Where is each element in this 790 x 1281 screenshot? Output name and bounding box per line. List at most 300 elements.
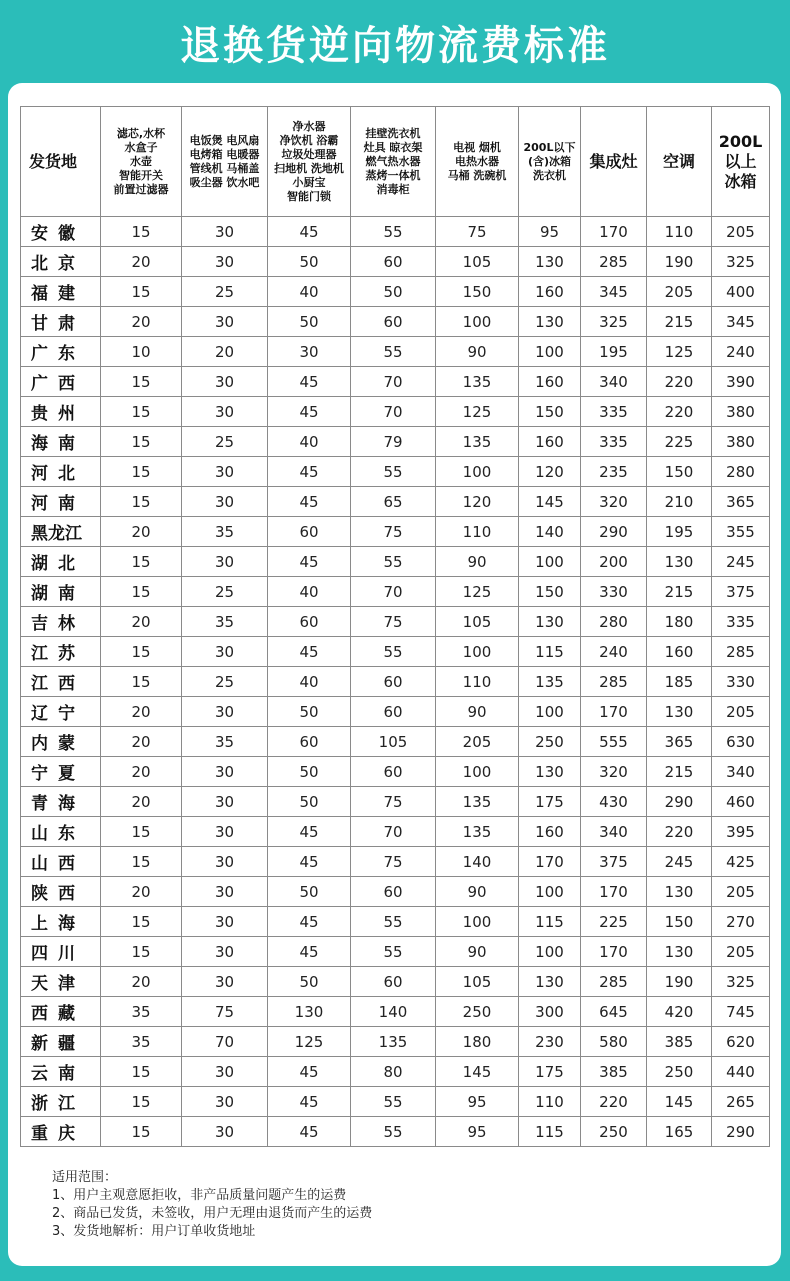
- fee-cell: 285: [581, 247, 647, 277]
- fee-cell: 340: [581, 367, 647, 397]
- fee-cell: 45: [268, 817, 351, 847]
- fee-cell: 15: [101, 1087, 182, 1117]
- fee-cell: 215: [647, 307, 712, 337]
- fee-cell: 390: [712, 367, 770, 397]
- fee-cell: 60: [351, 697, 436, 727]
- fee-cell: 240: [712, 337, 770, 367]
- fee-cell: 335: [712, 607, 770, 637]
- fee-cell: 100: [436, 457, 519, 487]
- fee-cell: 30: [182, 1057, 268, 1087]
- fee-cell: 20: [101, 787, 182, 817]
- fee-cell: 220: [581, 1087, 647, 1117]
- fee-cell: 130: [647, 697, 712, 727]
- fee-cell: 60: [268, 727, 351, 757]
- fee-cell: 90: [436, 697, 519, 727]
- fee-cell: 105: [351, 727, 436, 757]
- column-header: 电视 烟机 电热水器 马桶 洗碗机: [436, 107, 519, 217]
- fee-cell: 15: [101, 277, 182, 307]
- fee-cell: 145: [436, 1057, 519, 1087]
- fee-cell: 195: [581, 337, 647, 367]
- fee-cell: 160: [519, 367, 581, 397]
- fee-cell: 55: [351, 217, 436, 247]
- fee-cell: 400: [712, 277, 770, 307]
- fee-cell: 55: [351, 457, 436, 487]
- fee-cell: 100: [519, 937, 581, 967]
- region-cell: 浙江: [21, 1087, 101, 1117]
- fee-cell: 235: [581, 457, 647, 487]
- fee-cell: 385: [581, 1057, 647, 1087]
- fee-cell: 70: [351, 397, 436, 427]
- fee-cell: 150: [647, 907, 712, 937]
- fee-cell: 75: [351, 607, 436, 637]
- fee-cell: 245: [712, 547, 770, 577]
- fee-cell: 180: [647, 607, 712, 637]
- fee-cell: 20: [101, 967, 182, 997]
- column-header: 滤芯,水杯 水盒子 水壶 智能开关 前置过滤器: [101, 107, 182, 217]
- fee-cell: 135: [519, 667, 581, 697]
- fee-cell: 79: [351, 427, 436, 457]
- fee-cell: 280: [712, 457, 770, 487]
- fee-cell: 250: [581, 1117, 647, 1147]
- fee-cell: 100: [519, 877, 581, 907]
- fee-cell: 35: [182, 517, 268, 547]
- fee-cell: 60: [351, 247, 436, 277]
- fee-cell: 220: [647, 367, 712, 397]
- fee-cell: 110: [436, 517, 519, 547]
- fee-cell: 30: [182, 1087, 268, 1117]
- fee-cell: 15: [101, 847, 182, 877]
- fee-cell: 55: [351, 907, 436, 937]
- fee-cell: 150: [436, 277, 519, 307]
- fee-cell: 240: [581, 637, 647, 667]
- fee-cell: 430: [581, 787, 647, 817]
- region-cell: 陕西: [21, 877, 101, 907]
- fee-cell: 110: [647, 217, 712, 247]
- fee-cell: 380: [712, 397, 770, 427]
- region-cell: 宁夏: [21, 757, 101, 787]
- column-header: 集成灶: [581, 107, 647, 217]
- fee-cell: 15: [101, 1057, 182, 1087]
- fee-cell: 15: [101, 427, 182, 457]
- fee-cell: 30: [182, 907, 268, 937]
- table-row: [21, 817, 770, 847]
- fee-cell: 100: [436, 307, 519, 337]
- region-cell: 吉林: [21, 607, 101, 637]
- fee-cell: 140: [436, 847, 519, 877]
- fee-cell: 30: [182, 937, 268, 967]
- fee-cell: 30: [182, 307, 268, 337]
- region-cell: 上海: [21, 907, 101, 937]
- fee-cell: 35: [182, 727, 268, 757]
- region-cell: 黑龙江: [21, 517, 101, 547]
- fee-cell: 375: [581, 847, 647, 877]
- fee-cell: 35: [182, 607, 268, 637]
- fee-cell: 50: [268, 307, 351, 337]
- fee-cell: 15: [101, 577, 182, 607]
- fee-cell: 170: [519, 847, 581, 877]
- fee-cell: 135: [436, 817, 519, 847]
- fee-cell: 125: [268, 1027, 351, 1057]
- fee-cell: 745: [712, 997, 770, 1027]
- table-row: [21, 1057, 770, 1087]
- fee-cell: 100: [436, 637, 519, 667]
- fee-cell: 25: [182, 277, 268, 307]
- fee-cell: 15: [101, 667, 182, 697]
- table-row: [21, 697, 770, 727]
- region-cell: 福建: [21, 277, 101, 307]
- fee-cell: 90: [436, 877, 519, 907]
- fee-cell: 160: [647, 637, 712, 667]
- region-cell: 江苏: [21, 637, 101, 667]
- fee-cell: 20: [101, 757, 182, 787]
- table-row: [21, 727, 770, 757]
- fee-cell: 15: [101, 817, 182, 847]
- notes-title: 适用范围：: [52, 1170, 118, 1185]
- table-row: [21, 757, 770, 787]
- fee-cell: 75: [351, 847, 436, 877]
- fee-cell: 130: [647, 547, 712, 577]
- fee-cell: 45: [268, 547, 351, 577]
- fee-cell: 345: [581, 277, 647, 307]
- fee-cell: 395: [712, 817, 770, 847]
- table-body: [21, 217, 770, 1147]
- fee-cell: 10: [101, 337, 182, 367]
- fee-cell: 110: [519, 1087, 581, 1117]
- region-cell: 四川: [21, 937, 101, 967]
- fee-cell: 45: [268, 1117, 351, 1147]
- fee-cell: 330: [712, 667, 770, 697]
- fee-cell: 270: [712, 907, 770, 937]
- fee-cell: 125: [436, 397, 519, 427]
- fee-cell: 130: [647, 937, 712, 967]
- fee-cell: 65: [351, 487, 436, 517]
- region-cell: 辽宁: [21, 697, 101, 727]
- fee-cell: 110: [436, 667, 519, 697]
- fee-cell: 380: [712, 427, 770, 457]
- region-cell: 重庆: [21, 1117, 101, 1147]
- fee-cell: 20: [182, 337, 268, 367]
- fee-cell: 25: [182, 427, 268, 457]
- fee-cell: 100: [436, 757, 519, 787]
- fee-cell: 175: [519, 1057, 581, 1087]
- region-cell: 河南: [21, 487, 101, 517]
- fee-cell: 210: [647, 487, 712, 517]
- fee-cell: 100: [519, 337, 581, 367]
- fee-cell: 645: [581, 997, 647, 1027]
- fee-cell: 30: [182, 217, 268, 247]
- fee-cell: 55: [351, 937, 436, 967]
- table-row: [21, 577, 770, 607]
- table-row: [21, 1087, 770, 1117]
- fee-cell: 130: [519, 607, 581, 637]
- column-header: 净水器 净饮机 浴霸 垃圾处理器 扫地机 洗地机 小厨宝 智能门锁: [268, 107, 351, 217]
- fee-cell: 30: [182, 247, 268, 277]
- fee-cell: 30: [182, 877, 268, 907]
- fee-cell: 205: [712, 217, 770, 247]
- fee-cell: 145: [647, 1087, 712, 1117]
- fee-cell: 340: [712, 757, 770, 787]
- fee-cell: 130: [519, 967, 581, 997]
- fee-cell: 140: [351, 997, 436, 1027]
- fee-cell: 160: [519, 817, 581, 847]
- fee-cell: 180: [436, 1027, 519, 1057]
- fee-cell: 375: [712, 577, 770, 607]
- fee-cell: 40: [268, 667, 351, 697]
- fee-cell: 250: [519, 727, 581, 757]
- fee-cell: 300: [519, 997, 581, 1027]
- fee-cell: 60: [351, 667, 436, 697]
- fee-cell: 30: [268, 337, 351, 367]
- table-row: [21, 877, 770, 907]
- region-cell: 广西: [21, 367, 101, 397]
- fee-cell: 170: [581, 217, 647, 247]
- region-cell: 山东: [21, 817, 101, 847]
- fee-cell: 75: [182, 997, 268, 1027]
- fee-cell: 285: [581, 967, 647, 997]
- fee-cell: 425: [712, 847, 770, 877]
- fee-cell: 15: [101, 1117, 182, 1147]
- fee-cell: 195: [647, 517, 712, 547]
- fee-cell: 160: [519, 277, 581, 307]
- fee-cell: 45: [268, 637, 351, 667]
- fee-cell: 460: [712, 787, 770, 817]
- fee-cell: 60: [351, 877, 436, 907]
- fee-cell: 90: [436, 337, 519, 367]
- fee-cell: 30: [182, 787, 268, 817]
- table-row: [21, 337, 770, 367]
- table-row: [21, 367, 770, 397]
- fee-cell: 150: [647, 457, 712, 487]
- region-cell: 西藏: [21, 997, 101, 1027]
- fee-cell: 15: [101, 547, 182, 577]
- fee-cell: 25: [182, 577, 268, 607]
- region-cell: 甘肃: [21, 307, 101, 337]
- fee-cell: 35: [101, 997, 182, 1027]
- fee-cell: 90: [436, 547, 519, 577]
- fee-cell: 420: [647, 997, 712, 1027]
- column-header: 电饭煲 电风扇 电烤箱 电暖器 管线机 马桶盖 吸尘器 饮水吧: [182, 107, 268, 217]
- column-header: 挂壁洗衣机 灶具 晾衣架 燃气热水器 蒸烤一体机 消毒柜: [351, 107, 436, 217]
- table-row: [21, 307, 770, 337]
- fee-cell: 245: [647, 847, 712, 877]
- region-cell: 广东: [21, 337, 101, 367]
- fee-cell: 30: [182, 397, 268, 427]
- region-cell: 北京: [21, 247, 101, 277]
- fee-cell: 95: [436, 1087, 519, 1117]
- fee-cell: 105: [436, 607, 519, 637]
- notes: [52, 1169, 372, 1241]
- fee-cell: 100: [436, 907, 519, 937]
- column-header: 200L以下 (含)冰箱 洗衣机: [519, 107, 581, 217]
- fee-cell: 130: [647, 877, 712, 907]
- fee-cell: 45: [268, 907, 351, 937]
- fee-cell: 215: [647, 577, 712, 607]
- fee-cell: 25: [182, 667, 268, 697]
- fee-cell: 55: [351, 1087, 436, 1117]
- fee-cell: 170: [581, 697, 647, 727]
- fee-cell: 205: [712, 877, 770, 907]
- fee-cell: 205: [647, 277, 712, 307]
- fee-cell: 185: [647, 667, 712, 697]
- page-title: 退换货逆向物流费标准: [180, 23, 610, 69]
- table-row: [21, 607, 770, 637]
- fee-cell: 50: [268, 877, 351, 907]
- column-header-origin: 发货地: [21, 107, 101, 217]
- fee-cell: 95: [436, 1117, 519, 1147]
- fee-cell: 220: [647, 817, 712, 847]
- fee-cell: 440: [712, 1057, 770, 1087]
- table-row: [21, 547, 770, 577]
- fee-cell: 50: [268, 247, 351, 277]
- fee-cell: 135: [436, 787, 519, 817]
- fee-cell: 70: [351, 577, 436, 607]
- column-header: 空调: [647, 107, 712, 217]
- fee-cell: 205: [712, 697, 770, 727]
- fee-cell: 95: [519, 217, 581, 247]
- fee-cell: 70: [351, 817, 436, 847]
- fee-cell: 160: [519, 427, 581, 457]
- fee-cell: 75: [436, 217, 519, 247]
- fee-cell: 115: [519, 1117, 581, 1147]
- table-row: [21, 907, 770, 937]
- fee-cell: 30: [182, 547, 268, 577]
- fee-cell: 130: [268, 997, 351, 1027]
- fee-cell: 335: [581, 397, 647, 427]
- fee-cell: 225: [647, 427, 712, 457]
- region-cell: 江西: [21, 667, 101, 697]
- table-row: [21, 847, 770, 877]
- fee-cell: 60: [268, 607, 351, 637]
- fee-cell: 60: [351, 757, 436, 787]
- fee-cell: 40: [268, 577, 351, 607]
- region-cell: 青海: [21, 787, 101, 817]
- fee-cell: 20: [101, 517, 182, 547]
- fee-cell: 150: [519, 577, 581, 607]
- fee-cell: 45: [268, 1057, 351, 1087]
- fee-cell: 265: [712, 1087, 770, 1117]
- fee-cell: 135: [436, 367, 519, 397]
- fee-cell: 100: [519, 547, 581, 577]
- fee-cell: 290: [712, 1117, 770, 1147]
- table-row: [21, 277, 770, 307]
- fee-cell: 190: [647, 967, 712, 997]
- fee-cell: 15: [101, 907, 182, 937]
- fee-cell: 135: [351, 1027, 436, 1057]
- fee-cell: 60: [351, 307, 436, 337]
- fee-cell: 285: [712, 637, 770, 667]
- fee-cell: 70: [182, 1027, 268, 1057]
- fee-cell: 20: [101, 247, 182, 277]
- fee-cell: 140: [519, 517, 581, 547]
- fee-cell: 20: [101, 697, 182, 727]
- table-row: [21, 427, 770, 457]
- fee-cell: 20: [101, 607, 182, 637]
- table-row: [21, 217, 770, 247]
- fee-cell: 30: [182, 367, 268, 397]
- fee-cell: 15: [101, 637, 182, 667]
- fee-cell: 30: [182, 847, 268, 877]
- table-row: [21, 247, 770, 277]
- fee-cell: 150: [519, 397, 581, 427]
- fee-cell: 50: [268, 787, 351, 817]
- fee-cell: 45: [268, 487, 351, 517]
- column-header: 200L 以上 冰箱: [712, 107, 770, 217]
- fee-cell: 15: [101, 487, 182, 517]
- fee-cell: 15: [101, 367, 182, 397]
- fee-cell: 220: [647, 397, 712, 427]
- fee-cell: 290: [581, 517, 647, 547]
- fee-cell: 290: [647, 787, 712, 817]
- fee-cell: 620: [712, 1027, 770, 1057]
- fee-cell: 250: [647, 1057, 712, 1087]
- fee-cell: 45: [268, 457, 351, 487]
- fee-cell: 40: [268, 427, 351, 457]
- fee-cell: 40: [268, 277, 351, 307]
- fee-cell: 80: [351, 1057, 436, 1087]
- fee-cell: 45: [268, 217, 351, 247]
- fee-cell: 145: [519, 487, 581, 517]
- fee-cell: 55: [351, 337, 436, 367]
- fee-cell: 30: [182, 457, 268, 487]
- fee-cell: 100: [519, 697, 581, 727]
- region-cell: 新疆: [21, 1027, 101, 1057]
- fee-cell: 50: [268, 757, 351, 787]
- region-cell: 河北: [21, 457, 101, 487]
- fee-cell: 205: [712, 937, 770, 967]
- fee-cell: 335: [581, 427, 647, 457]
- fee-cell: 70: [351, 367, 436, 397]
- fee-cell: 115: [519, 637, 581, 667]
- fee-cell: 320: [581, 757, 647, 787]
- region-cell: 海南: [21, 427, 101, 457]
- fee-table: [20, 106, 770, 1147]
- fee-cell: 30: [182, 967, 268, 997]
- fee-cell: 20: [101, 307, 182, 337]
- fee-cell: 630: [712, 727, 770, 757]
- table-row: [21, 637, 770, 667]
- fee-cell: 555: [581, 727, 647, 757]
- fee-cell: 385: [647, 1027, 712, 1057]
- fee-cell: 30: [182, 817, 268, 847]
- fee-cell: 285: [581, 667, 647, 697]
- fee-cell: 125: [436, 577, 519, 607]
- fee-cell: 55: [351, 637, 436, 667]
- fee-cell: 20: [101, 727, 182, 757]
- fee-cell: 50: [268, 967, 351, 997]
- fee-cell: 365: [647, 727, 712, 757]
- fee-cell: 190: [647, 247, 712, 277]
- region-cell: 天津: [21, 967, 101, 997]
- region-cell: 山西: [21, 847, 101, 877]
- fee-cell: 45: [268, 397, 351, 427]
- fee-cell: 115: [519, 907, 581, 937]
- fee-cell: 75: [351, 517, 436, 547]
- fee-cell: 165: [647, 1117, 712, 1147]
- table-header-row: [21, 107, 770, 217]
- region-cell: 内蒙: [21, 727, 101, 757]
- note-item: 3、发货地解析：用户订单收货地址: [52, 1224, 256, 1239]
- table-row: [21, 787, 770, 817]
- fee-cell: 105: [436, 247, 519, 277]
- fee-cell: 120: [436, 487, 519, 517]
- fee-cell: 30: [182, 757, 268, 787]
- fee-cell: 60: [351, 967, 436, 997]
- fee-cell: 30: [182, 697, 268, 727]
- fee-cell: 130: [519, 307, 581, 337]
- fee-cell: 365: [712, 487, 770, 517]
- table-row: [21, 487, 770, 517]
- fee-cell: 225: [581, 907, 647, 937]
